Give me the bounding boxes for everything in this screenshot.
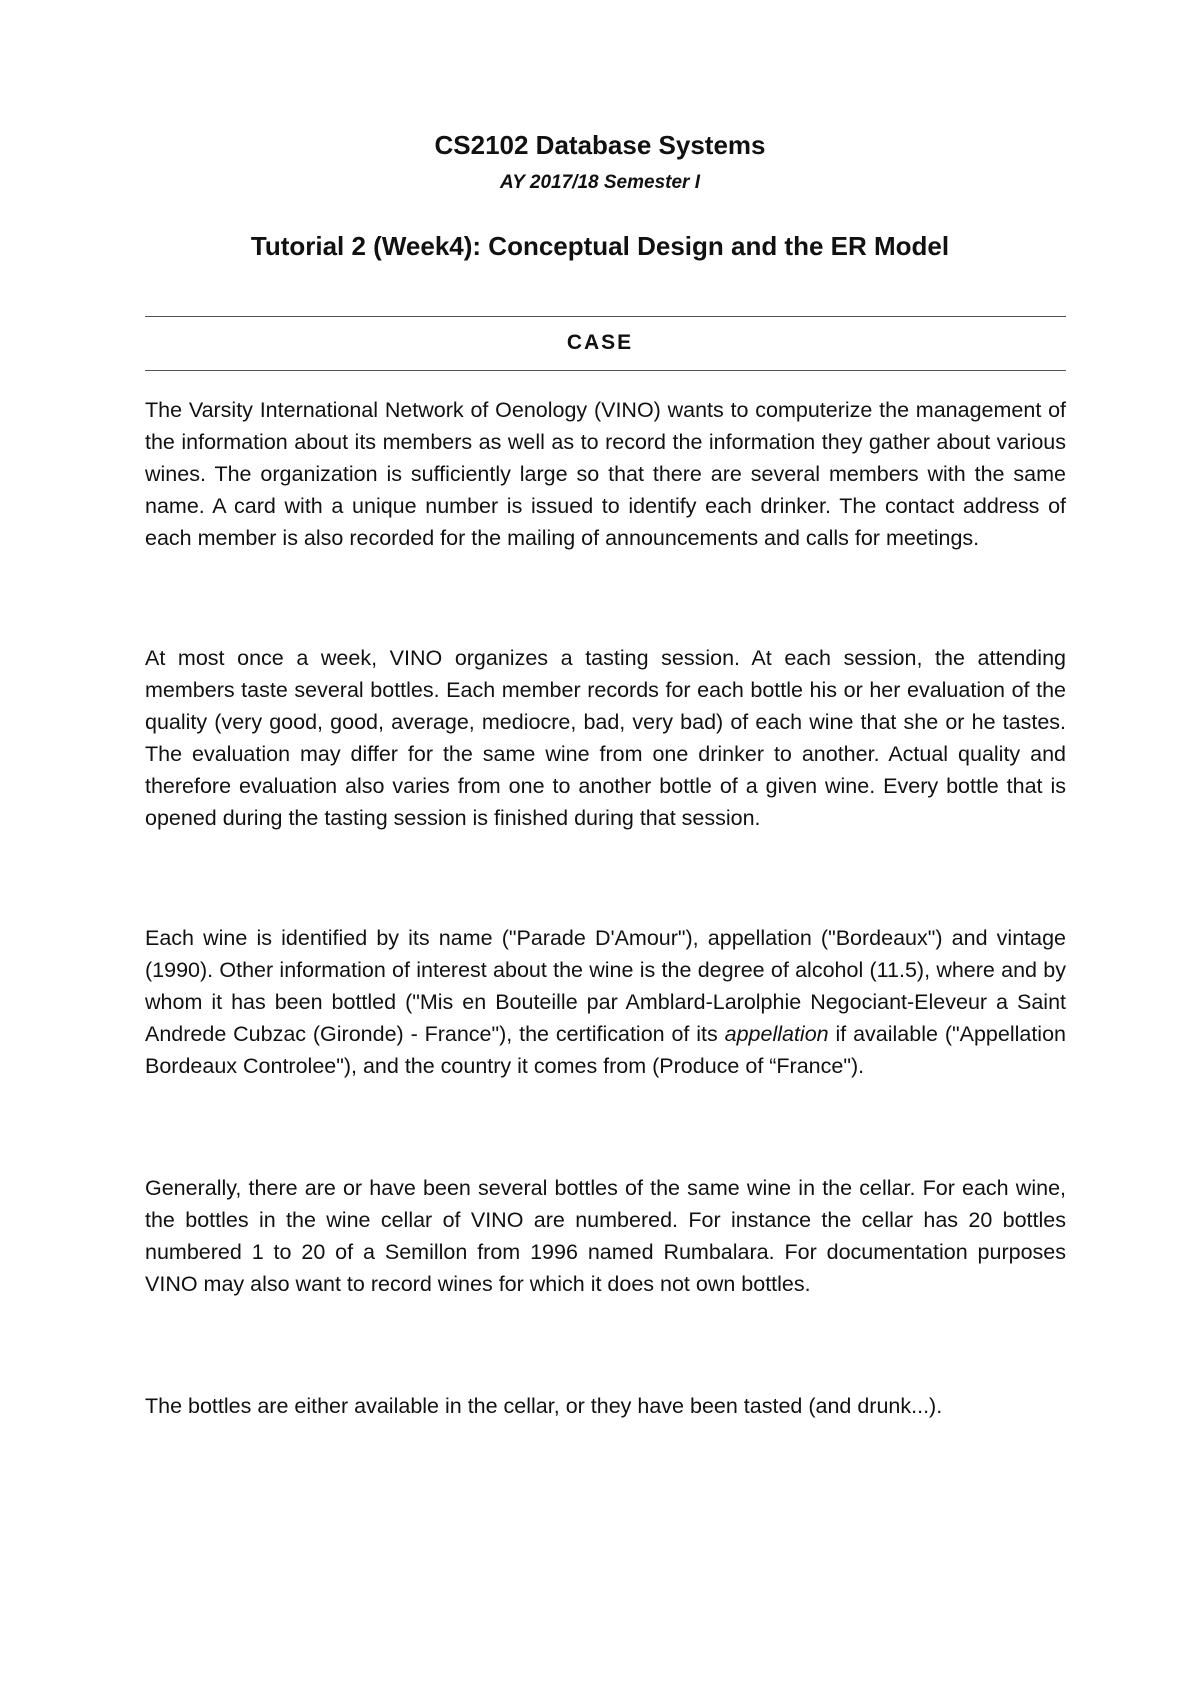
tutorial-title: Tutorial 2 (Week4): Conceptual Design and the ER Model [250, 231, 950, 261]
paragraph-members: The Varsity International Network of Oenology (VINO) wants to computerize the management of the information about its members as well as to record the information they gather about various wines. The organization is sufficiently large so that there are several members with the same name. A card with a unique number is issued to identify each drinker. The contact address of each member is also recorded for the mailing of announcements and calls for meetings. [145, 398, 1066, 550]
paragraph-tasting-session: At most once a week, VINO organizes a tasting session. At each session, the attending members taste several bottles. Each member records for each bottle his or her evaluation of the quality (very good, good, average, mediocre, bad, very bad) of each wine that she or he tastes. The evaluation may differ for the same wine from one drinker to another. Actual quality and therefore evaluation also varies from one to another bottle of a given wine. Every bottle that is opened during the tasting session is finished during that session. [145, 646, 1066, 830]
divider-top [145, 316, 1066, 317]
paragraph-wine-text-end: if available ("Appellation Bordeaux Controlee"), and the country it comes from (Produce of “France"). [145, 1022, 1066, 1078]
paragraph-wine-text-start: Each wine is identified by its name ("Parade D'Amour"), appellation ("Bordeaux") and vintage (1990). Other information of interest about the wine is the degree of alcohol (11.5), where and by whom it has been bottled ("Mis en Bouteille par Amblard-Larolphie Negociant-Eleveur a Saint Andrede Cubzac (Gironde) - France"), the certification of its [145, 926, 1066, 1046]
paragraph-cellar-bottles: Generally, there are or have been several bottles of the same wine in the cellar. For each wine, the bottles in the wine cellar of VINO are numbered. For instance the cellar has 20 bottles numbered 1 to 20 of a Semillon from 1996 named Rumbalara. For documentation purposes VINO may also want to record wines for which it does not own bottles. [145, 1176, 1066, 1296]
section-heading: CASE [566, 331, 634, 354]
paragraph-wine-identification [145, 922, 1066, 1082]
divider-bottom [145, 370, 1066, 371]
course-title: CS2102 Database Systems [434, 130, 766, 160]
semester-subtitle: AY 2017/18 Semester I [500, 172, 700, 193]
appellation-emphasis: appellation [724, 1022, 829, 1046]
paragraph-bottle-status: The bottles are either available in the cellar, or they have been tasted (and drunk...). [145, 1394, 943, 1418]
